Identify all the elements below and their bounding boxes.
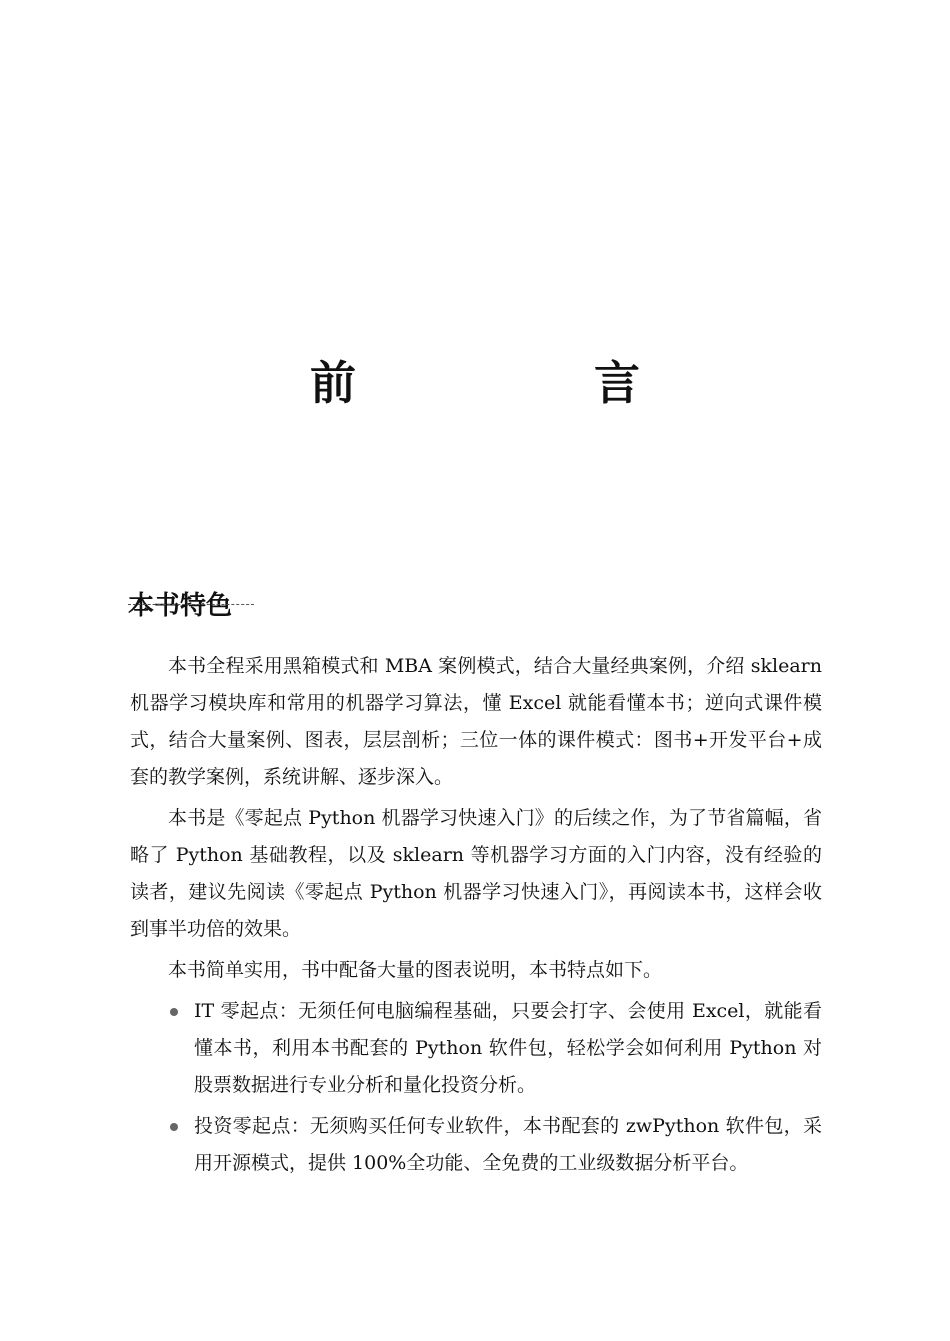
- paragraph-intro: 本书全程采用黑箱模式和 MBA 案例模式，结合大量经典案例，介绍 sklearn 机器学习模块库和常用的机器学习算法，懂 Excel 就能看懂本书；逆向式课件模式，结合大量案例、图表，层层剖析；三位一体的课件模式：图书+开发平台+成套的教学案例，系统讲解、逐步深入。: [130, 655, 822, 788]
- paragraph-prerequisite: 本书是《零起点 Python 机器学习快速入门》的后续之作，为了节省篇幅，省略了 Python 基础教程，以及 sklearn 等机器学习方面的入门内容，没有经验的读者，建议先阅读《零起点 Python 机器学习快速入门》，再阅读本书，这样会收到事半功倍的效果。: [130, 807, 822, 940]
- page-title: 前 言: [310, 355, 736, 410]
- body-content: [130, 648, 822, 1182]
- bullet-dot-icon: [170, 1008, 178, 1016]
- feature-list: [130, 993, 822, 1182]
- list-item-text: IT 零起点：无须任何电脑编程基础，只要会打字、会使用 Excel，就能看懂本书，利用本书配套的 Python 软件包，轻松学会如何利用 Python 对股票数据进行专业分析和量化投资分析。: [194, 1000, 822, 1096]
- list-item: [130, 993, 822, 1104]
- section-heading-underline: [128, 604, 254, 605]
- paragraph-features-lead: 本书简单实用，书中配备大量的图表说明，本书特点如下。: [168, 959, 663, 981]
- list-item-text: 投资零起点：无须购买任何专业软件，本书配套的 zwPython 软件包，采用开源模式，提供 100%全功能、全免费的工业级数据分析平台。: [194, 1115, 822, 1174]
- bullet-dot-icon: [170, 1123, 178, 1131]
- list-item: [130, 1108, 822, 1182]
- section-heading: 本书特色: [128, 590, 233, 621]
